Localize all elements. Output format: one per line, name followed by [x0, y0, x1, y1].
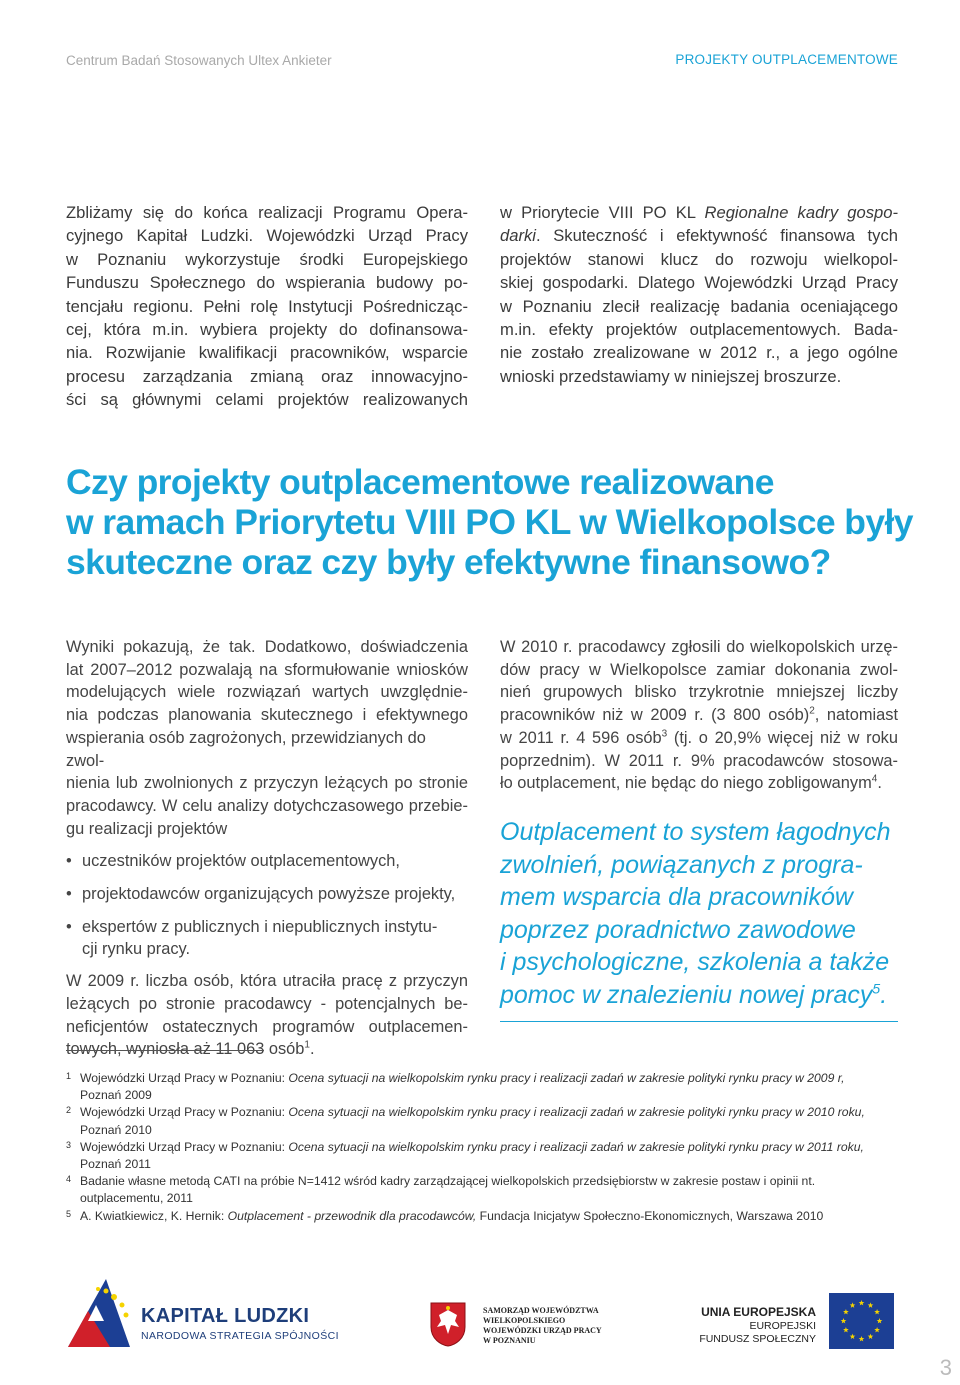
- footnote-text: Poznań 2010: [80, 1122, 152, 1137]
- text-line: wspierania osób zagrożonych, przewidzianych do zwol-: [66, 728, 426, 770]
- heading-line: skuteczne oraz czy były efektywne finansowo?: [66, 542, 831, 582]
- text-line: cej, która m.in. wybiera projekty do dofinansowa-: [66, 320, 468, 340]
- text-line: w Poznaniu wykorzystuje środki Europejskiego: [66, 249, 468, 269]
- eu-fund-line: EUROPEJSKI: [749, 1320, 816, 1332]
- samorzad-logo-text: [483, 1306, 603, 1346]
- respondent-list: [66, 850, 468, 961]
- text-line: lat 2007–2012 pozwalają na sformułowanie wniosków: [66, 660, 468, 679]
- intro-left-column: [66, 201, 468, 412]
- kapital-ludzki-title: KAPITAŁ LUDZKI: [141, 1305, 310, 1327]
- bullet-icon: •: [66, 885, 72, 904]
- text-line: neficjentów ostatecznych programów outplacemen-: [66, 1017, 468, 1036]
- text-line: gu realizacji projektów: [66, 819, 228, 838]
- footnote-title: Ocena sytuacji na wielkopolskim rynku pracy i realizacji zadań w zakresie polityki rynku pracy w 2009 r,: [288, 1071, 845, 1085]
- text-run: pomoc w znalezieniu nowej pracy: [500, 980, 873, 1009]
- paragraph: [66, 970, 468, 1061]
- footnote-text: A. Kwiatkiewicz, K. Hernik:: [80, 1208, 228, 1223]
- text-line: [500, 772, 898, 795]
- footnote-text: Wojewódzki Urząd Pracy w Poznaniu:: [80, 1139, 289, 1154]
- footnote-title: Ocena sytuacji na wielkopolskim rynku pracy i realizacji zadań w zakresie polityki rynku pracy w 2010 roku,: [288, 1105, 865, 1120]
- text-line: pracodawcy. W celu analizy dotychczasowego przebie-: [66, 796, 468, 815]
- footnote-text: Poznań 2009: [80, 1088, 152, 1103]
- list-item-text: projektodawców organizujących powyższe projekty,: [82, 885, 456, 904]
- intro-right-column: [500, 201, 898, 388]
- text-line: W 2010 r. pracodawcy zgłosili do wielkopolskich urzę-: [500, 638, 898, 656]
- footnote-number: 3: [66, 1139, 72, 1150]
- quote-line: poprzez poradnictwo zawodowe: [500, 915, 856, 944]
- text-line: [500, 201, 898, 224]
- text-line: w Poznaniu zlecił realizację badania oceniającego: [500, 296, 898, 316]
- text-run: . Skuteczność i efektywność finansowa tych: [535, 226, 898, 246]
- footnote-number: 5: [66, 1208, 72, 1219]
- body-right-column: [500, 636, 898, 795]
- text-line: dów pracy w Wielkopolsce zamiar dokonania zwol-: [500, 660, 898, 679]
- footnote-text: outplacementu, 2011: [80, 1191, 193, 1206]
- footnotes: [66, 1070, 896, 1225]
- kapital-ludzki-subtitle: NARODOWA STRATEGIA SPÓJNOŚCI: [141, 1330, 339, 1342]
- footnote-text: Wojewódzki Urząd Pracy w Poznaniu:: [80, 1071, 289, 1085]
- text-line: nie zostało zrealizowane w 2012 r., a jego ogólne: [500, 343, 898, 363]
- text-run: .: [877, 774, 882, 793]
- text-line: Zbliżamy się do końca realizacji Programu Opera-: [66, 203, 468, 222]
- text-line: nień grupowych blisko trzykrotnie mniejszej liczby: [500, 683, 898, 702]
- text-line: wnioski przedstawiamy w niniejszej broszurze.: [500, 366, 842, 386]
- text-run: ło outplacement, nie będąc do niego zobligowanym: [500, 774, 872, 793]
- eu-title: UNIA EUROPEJSKA: [701, 1305, 816, 1319]
- text-line: ści są głównymi celami projektów realizowanych: [66, 390, 468, 410]
- footnote: [66, 1139, 896, 1173]
- eu-fund-line: FUNDUSZ SPOŁECZNY: [699, 1333, 816, 1345]
- kapital-ludzki-logo-icon: [66, 1275, 132, 1351]
- text-line: tencjału regionu. Pełni rolę Instytucji Pośrednicząc-: [66, 296, 468, 316]
- eu-flag-icon: [829, 1293, 894, 1349]
- pull-quote: [500, 816, 900, 1011]
- text-line: m.in. efekty projektów outplacementowych. Bada-: [500, 320, 898, 340]
- body-left-column: [66, 636, 468, 1061]
- text-line: nienia lub zwolnionych z przyczyn leżących po stronie: [66, 774, 468, 793]
- text-run: w 2011 r. 4 596 osób: [500, 728, 662, 747]
- footnote-text: Badanie własne metodą CATI na próbie N=1412 wśród kadry zarządzającej wielkopolskich przedsiębiorstw w zakresie postaw i opinii nt.: [80, 1174, 816, 1189]
- list-item-text: ekspertów z publicznych i niepublicznych instytu- cji rynku pracy.: [82, 917, 438, 959]
- logo-line: W POZNANIU: [483, 1336, 536, 1345]
- footnote-text: Fundacja Inicjatyw Społeczno-Ekonomicznych, Warszawa 2010: [476, 1208, 824, 1223]
- header-source: Centrum Badań Stosowanych Ultex Ankieter: [66, 53, 332, 68]
- text-run: .: [880, 980, 888, 1009]
- footnote-divider: [66, 1050, 264, 1051]
- text-run: pracowników niż w 2009 r. (3 800 osób): [500, 706, 810, 725]
- text-line: projektów stanowi klucz do rozwoju wielkopol-: [500, 249, 898, 269]
- footnote-title: Ocena sytuacji na wielkopolskim rynku pracy i realizacji zadań w zakresie polityki rynku pracy w 2011 roku,: [288, 1139, 864, 1154]
- text-line: nia. Rozwijanie kwalifikacji pracowników, wsparcie: [66, 343, 468, 363]
- footnote-ref: 3: [661, 728, 668, 740]
- footnote: [66, 1208, 896, 1225]
- footnote-ref: 4: [871, 773, 878, 785]
- footnote-ref: 2: [809, 705, 815, 717]
- text-line: poprzednim). W 2011 r. 9% pracodawców stosowa-: [500, 751, 898, 770]
- footnote-title: Outplacement - przewodnik dla pracodawców,: [227, 1208, 477, 1223]
- quote-line: zwolnień, powiązanych z progra-: [500, 850, 863, 879]
- section-heading: [66, 462, 913, 582]
- footnote-number: 2: [66, 1105, 72, 1116]
- heading-line: w ramach Priorytetu VIII PO KL w Wielkopolsce były: [66, 502, 913, 542]
- paragraph: [66, 636, 468, 840]
- quote-line: mem wsparcia dla pracowników: [500, 883, 853, 911]
- list-item: [66, 850, 468, 873]
- bullet-icon: •: [66, 852, 72, 871]
- text-line: leżących po stronie pracodawcy - potencjalnych be-: [66, 994, 468, 1013]
- list-item: [66, 916, 468, 961]
- list-item: [66, 883, 468, 906]
- text-line: W 2009 r. liczba osób, która utraciła pracę z przyczyn: [66, 972, 468, 991]
- footnote-number: 1: [66, 1071, 72, 1081]
- quote-line: i psychologiczne, szkolenia a także: [500, 948, 890, 976]
- text-run: , natomiast: [814, 706, 898, 725]
- text-line: Wyniki pokazują, że tak. Dodatkowo, doświadczenia: [66, 638, 468, 656]
- text-line: Funduszu Społecznego do wspierania budowy po-: [66, 273, 468, 293]
- text-line: nia podczas planowania skutecznego i efektywnego: [66, 706, 468, 725]
- list-item-text: uczestników projektów outplacementowych,: [82, 852, 400, 871]
- footnote: [66, 1173, 896, 1207]
- logo-line: WIELKOPOLSKIEGO: [483, 1316, 566, 1325]
- text-run: w Priorytecie VIII PO KL: [500, 203, 705, 222]
- text-line: procesu zarządzania zmianą oraz innowacyjno-: [66, 366, 468, 386]
- text-line: [500, 704, 898, 727]
- text-line: [500, 727, 898, 750]
- text-line: modelujących wiele rozwiązań wartych uwzględnie-: [66, 683, 468, 702]
- footnote-ref: 5: [872, 980, 881, 997]
- text-run: towych, wyniosła aż 11 063 osób: [66, 1040, 305, 1059]
- footnote: [66, 1104, 896, 1138]
- footnote-text: Wojewódzki Urząd Pracy w Poznaniu:: [80, 1105, 289, 1120]
- logo-line: SAMORZĄD WOJEWÓDZTWA: [483, 1306, 599, 1315]
- footnote-number: 4: [66, 1174, 72, 1185]
- heading-line: Czy projekty outplacementowe realizowane: [66, 462, 774, 502]
- footnote-ref: 1: [304, 1039, 310, 1051]
- bullet-icon: •: [66, 917, 72, 936]
- text-run: (tj. o 20,9% więcej niż w roku: [667, 728, 898, 747]
- quote-divider: [500, 1021, 898, 1022]
- text-line: cyjnego Kapitał Ludzki. Wojewódzki Urząd Pracy: [66, 226, 468, 246]
- page-number: 3: [939, 1355, 952, 1380]
- wielkopolska-crest-icon: [429, 1301, 467, 1347]
- footnote-text: Poznań 2011: [80, 1157, 151, 1172]
- text-run: .: [309, 1040, 315, 1059]
- header-section-title: PROJEKTY OUTPLACEMENTOWE: [675, 52, 898, 67]
- text-line: [500, 224, 898, 247]
- quote-line: [500, 979, 900, 1012]
- quote-line: Outplacement to system łagodnych: [500, 818, 891, 846]
- footnote: [66, 1070, 896, 1104]
- programme-name: Regionalne kadry gospo-: [704, 203, 898, 222]
- programme-name-end: darki: [500, 226, 536, 246]
- logo-line: WOJEWÓDZKI URZĄD PRACY: [483, 1326, 602, 1335]
- text-line: skiej gospodarki. Dlatego Wojewódzki Urząd Pracy: [500, 273, 898, 293]
